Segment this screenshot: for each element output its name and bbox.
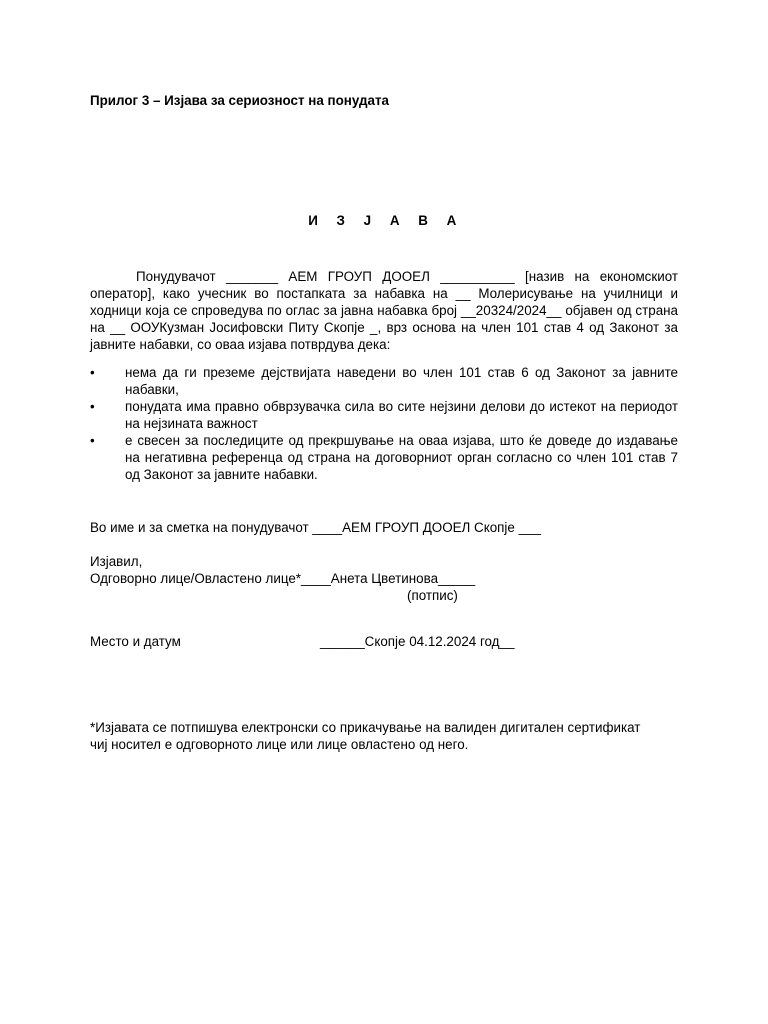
place-date-label: Место и датум: [90, 634, 181, 649]
list-item-text: нема да ги преземе дејствијата наведени во член 101 став 6 од Законот за јавните набавки,: [125, 365, 678, 397]
list-item: [90, 364, 678, 398]
list-item: [90, 432, 678, 483]
statement-title: И З Ј А В А: [308, 213, 464, 228]
annex-heading: Прилог 3 – Изјава за сериозност на понудата: [90, 93, 389, 108]
on-behalf-line: Во име и за сметка на понудувачот ____АЕМ ГРОУП ДООЕЛ Скопје ___: [90, 520, 541, 535]
list-item: [90, 398, 678, 432]
intro-paragraph: Понудувачот _______ АЕМ ГРОУП ДООЕЛ __________ [назив на економскиот оператор], како учесник во постапката за набавка на __ Молерисување на училници и ходници која се спроведува по оглас за јавна набавка број __20324/2024__ објавен од страна на __ ООУКузман Јосифовски Питу Скопје _, врз основа на член 101 став 4 од Законот за јавните набавки, со оваа изјава потврдува дека:: [90, 269, 678, 352]
signature-label: (потпис): [407, 588, 458, 603]
bullet-icon: •: [90, 399, 95, 414]
bullet-icon: •: [90, 433, 95, 448]
list-item-text: понудата има правно обврзувачка сила во сите нејзини делови до истекот на периодот на нејзината важност: [125, 399, 678, 431]
declaration-list: [90, 364, 678, 483]
bullet-icon: •: [90, 365, 95, 380]
declared-label: Изјавил,: [90, 554, 143, 569]
list-item-text: е свесен за последиците од прекршување на оваа изјава, што ќе доведе до издавање на негативна референца од страна на договорниот орган согласно со член 101 став 7 од Законот за јавните набавки.: [125, 433, 678, 482]
footnote: [90, 719, 678, 753]
responsible-person-line: Одговорно лице/Овластено лице*____Анета Цветинова_____: [90, 571, 476, 586]
footnote-line: чиј носител е одговорното лице или лице овластено од него.: [90, 737, 469, 752]
footnote-line: *Изјавата се потпишува електронски со прикачување на валиден дигитален сертификат: [90, 720, 641, 735]
place-date-value: ______Скопје 04.12.2024 год__: [320, 634, 515, 649]
